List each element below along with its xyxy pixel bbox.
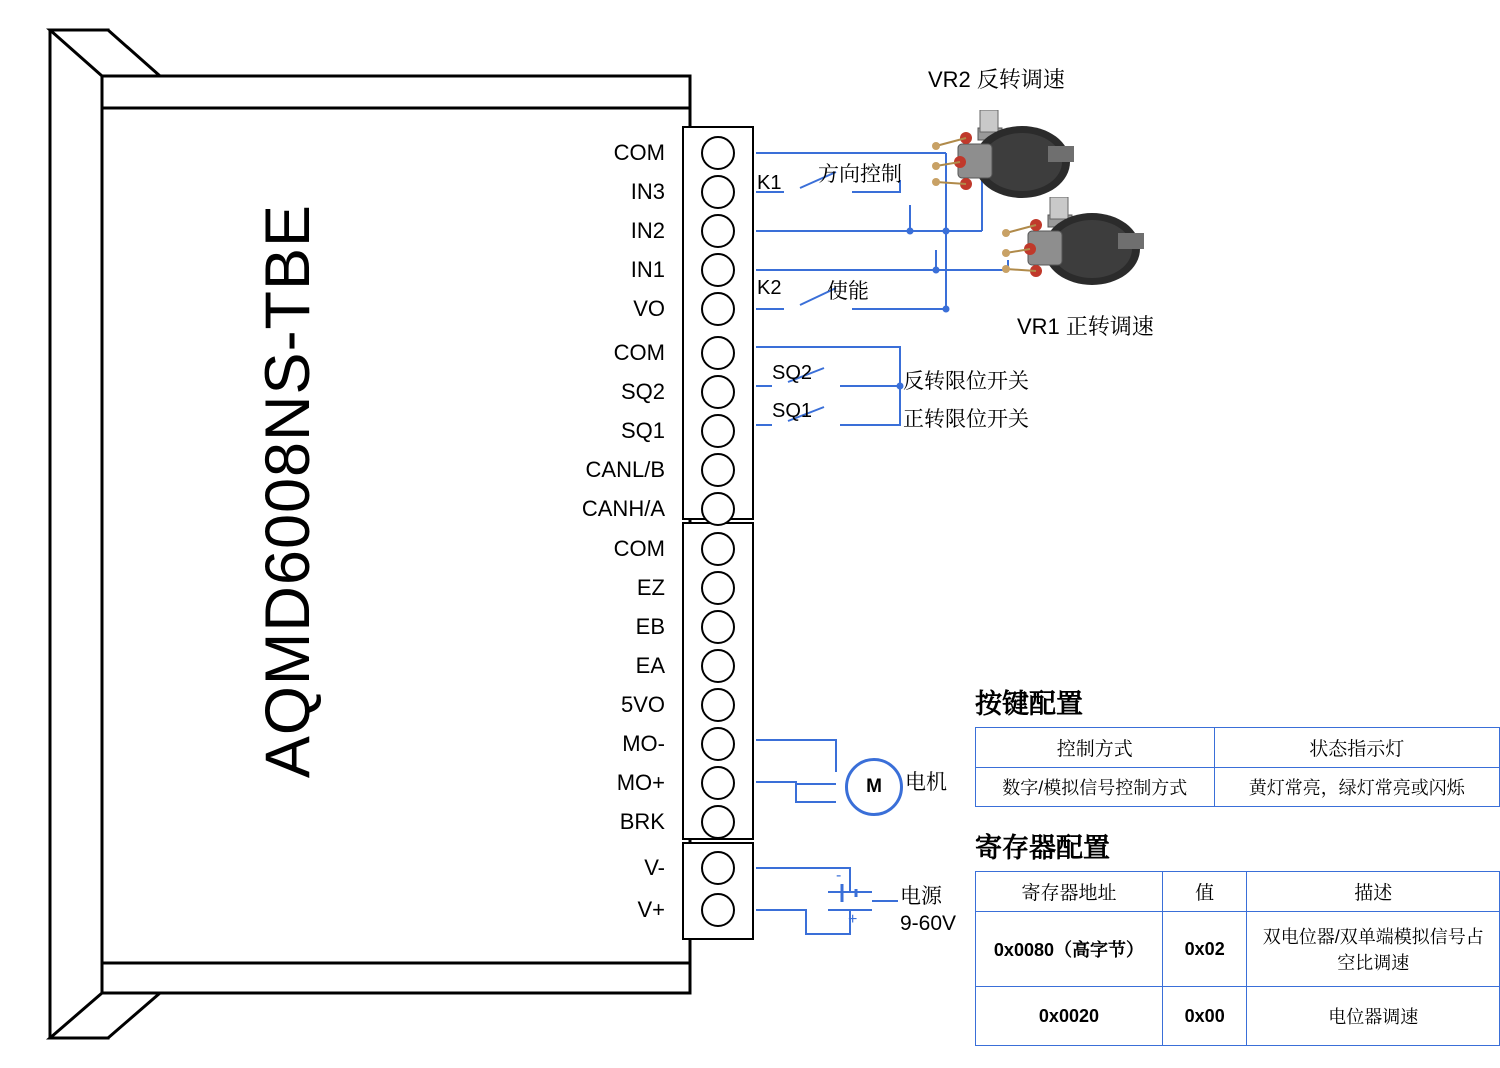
- register-header-2: 描述: [1247, 872, 1500, 912]
- register-header-1: 值: [1162, 872, 1246, 912]
- terminal-hole[interactable]: [701, 727, 735, 761]
- terminal-hole[interactable]: [701, 414, 735, 448]
- terminal-label-com-3: COM: [613, 536, 665, 561]
- svg-text:+: +: [848, 911, 858, 928]
- power-wiring: [750, 840, 920, 960]
- key-config-cell-0-0: 数字/模拟信号控制方式: [976, 768, 1215, 807]
- terminal-hole[interactable]: [701, 214, 735, 248]
- terminal-label-com-2: COM: [613, 340, 665, 365]
- device-model-label: AQMD6008NS-TBE: [253, 203, 323, 779]
- terminal-label-in2: IN2: [630, 218, 665, 243]
- sq1-function-label: 正转限位开关: [903, 408, 1029, 431]
- terminal-label-vo: VO: [633, 296, 665, 321]
- motor-label: 电机: [905, 771, 947, 794]
- terminal-label-mo-minus: MO-: [622, 731, 665, 756]
- terminal-hole[interactable]: [701, 492, 735, 526]
- k1-function-label: 方向控制: [818, 163, 902, 186]
- switch-k1-label: K1: [757, 172, 782, 194]
- register-cell-0-1: 0x02: [1162, 912, 1246, 987]
- terminal-label-in1: IN1: [630, 257, 665, 282]
- terminal-hole[interactable]: [701, 375, 735, 409]
- terminal-label-v-plus: V+: [637, 897, 665, 922]
- terminal-label-mo-plus: MO+: [616, 770, 665, 795]
- register-cell-1-2: 电位器调速: [1247, 987, 1500, 1046]
- terminal-hole[interactable]: [701, 893, 735, 927]
- terminal-hole[interactable]: [701, 292, 735, 326]
- terminal-label-5vo: 5VO: [620, 692, 665, 717]
- terminal-label-sq2: SQ2: [620, 379, 665, 404]
- terminal-hole[interactable]: [701, 253, 735, 287]
- terminal-hole[interactable]: [701, 453, 735, 487]
- register-config-table-wrap: [975, 826, 1500, 1046]
- register-config-title: 寄存器配置: [975, 833, 1110, 863]
- terminal-label-sq1: SQ1: [620, 418, 665, 443]
- terminal-label-v-minus: V-: [644, 855, 665, 880]
- key-config-cell-0-1: 黄灯常亮，绿灯常亮或闪烁: [1214, 768, 1499, 807]
- limit-switch-sq1-label: SQ1: [772, 400, 813, 422]
- register-cell-0-0: 0x0080（高字节）: [976, 912, 1163, 987]
- table-row: [976, 912, 1500, 987]
- motor-letter: M: [866, 776, 882, 797]
- terminal-hole[interactable]: [701, 571, 735, 605]
- table-row: [976, 987, 1500, 1046]
- terminal-hole[interactable]: [701, 766, 735, 800]
- terminal-label-com-1: COM: [613, 140, 665, 165]
- vr2-label: VR2 反转调速: [928, 67, 1065, 92]
- terminal-hole[interactable]: [701, 649, 735, 683]
- register-config-table: [975, 871, 1500, 1046]
- limit-switch-sq2-label: SQ2: [772, 362, 813, 384]
- vr1-label: VR1 正转调速: [1017, 314, 1154, 339]
- terminal-hole[interactable]: [701, 532, 735, 566]
- register-header-0: 寄存器地址: [976, 872, 1163, 912]
- terminal-label-canh: CANH/A: [581, 496, 665, 521]
- potentiometer-vr1: [1000, 197, 1180, 317]
- register-cell-1-1: 0x00: [1162, 987, 1246, 1046]
- terminal-hole[interactable]: [701, 610, 735, 644]
- table-row: [976, 872, 1500, 912]
- terminal-label-eb: EB: [635, 614, 665, 639]
- terminal-label-in3: IN3: [630, 179, 665, 204]
- table-row: [976, 728, 1500, 768]
- register-cell-1-0: 0x0020: [976, 987, 1163, 1046]
- key-config-table-wrap: [975, 682, 1500, 807]
- terminal-label-ez: EZ: [636, 575, 665, 600]
- motor-symbol: [845, 758, 903, 816]
- power-range-label: 9-60V: [900, 912, 957, 935]
- key-config-title: 按键配置: [975, 689, 1083, 719]
- register-cell-0-2: 双电位器/双单端模拟信号占空比调速: [1247, 912, 1500, 987]
- key-config-header-0: 控制方式: [976, 728, 1215, 768]
- switch-k2-label: K2: [757, 277, 782, 299]
- terminal-hole[interactable]: [701, 851, 735, 885]
- terminal-label-ea: EA: [635, 653, 665, 678]
- key-config-header-1: 状态指示灯: [1214, 728, 1499, 768]
- sq2-function-label: 反转限位开关: [903, 370, 1029, 393]
- terminal-label-brk: BRK: [619, 809, 665, 834]
- terminal-label-canl: CANL/B: [585, 457, 665, 482]
- terminal-hole[interactable]: [701, 688, 735, 722]
- terminal-hole[interactable]: [701, 136, 735, 170]
- terminal-hole[interactable]: [701, 175, 735, 209]
- terminal-hole[interactable]: [701, 805, 735, 839]
- terminal-hole[interactable]: [701, 336, 735, 370]
- key-config-table: [975, 727, 1500, 807]
- power-label: 电源: [900, 885, 942, 908]
- k2-function-label: 使能: [827, 280, 869, 303]
- svg-text:-: -: [836, 867, 842, 884]
- table-row: [976, 768, 1500, 807]
